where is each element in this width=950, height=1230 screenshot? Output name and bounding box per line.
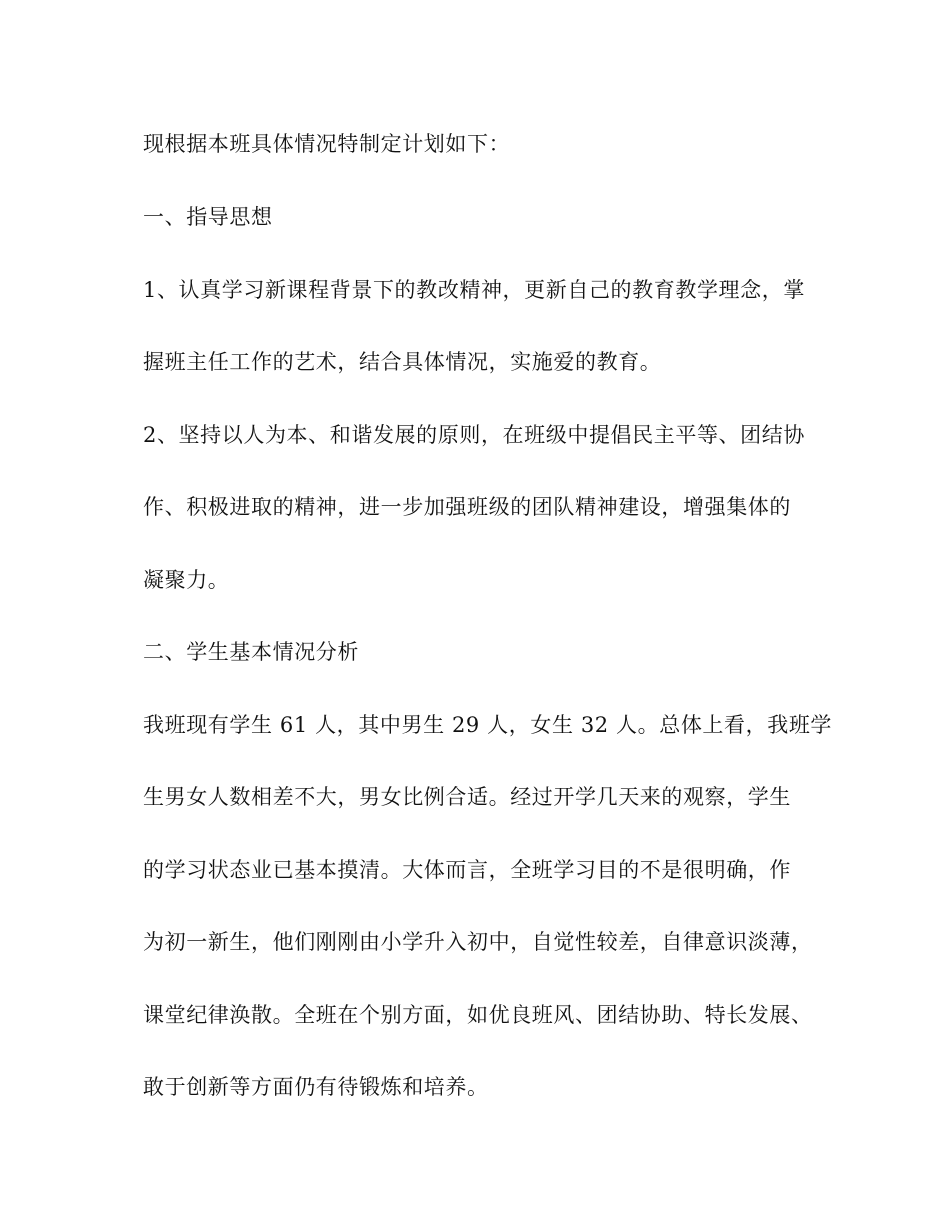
paragraph-line: 课堂纪律涣散。全班在个别方面，如优良班风、团结协助、特长发展、: [143, 1003, 813, 1027]
paragraph-line: 凝聚力。: [143, 568, 230, 592]
section-heading-student-analysis: 二、学生基本情况分析: [143, 640, 359, 664]
paragraph-line: 为初一新生，他们刚刚由小学升入初中，自觉性较差，自律意识淡薄，: [143, 930, 813, 954]
paragraph-line: 1、认真学习新课程背景下的教改精神，更新自己的教育教学理念，掌: [143, 278, 805, 302]
paragraph-line: 我班现有学生 61 人，其中男生 29 人，女生 32 人。总体上看，我班学: [143, 713, 833, 737]
paragraph-line: 生男女人数相差不大，男女比例合适。经过开学几天来的观察，学生: [143, 785, 791, 809]
paragraph-line: 作、积极进取的精神，进一步加强班级的团队精神建设，增强集体的: [143, 495, 791, 519]
section-heading-guiding-ideology: 一、指导思想: [143, 205, 273, 229]
paragraph-line: 握班主任工作的艺术，结合具体情况，实施爱的教育。: [143, 350, 662, 374]
paragraph-line: 2、坚持以人为本、和谐发展的原则，在班级中提倡民主平等、团结协: [143, 423, 805, 447]
intro-line: 现根据本班具体情况特制定计划如下：: [143, 132, 511, 156]
paragraph-line: 敢于创新等方面仍有待锻炼和培养。: [143, 1075, 489, 1099]
paragraph-line: 的学习状态业已基本摸清。大体而言，全班学习目的不是很明确，作: [143, 858, 791, 882]
